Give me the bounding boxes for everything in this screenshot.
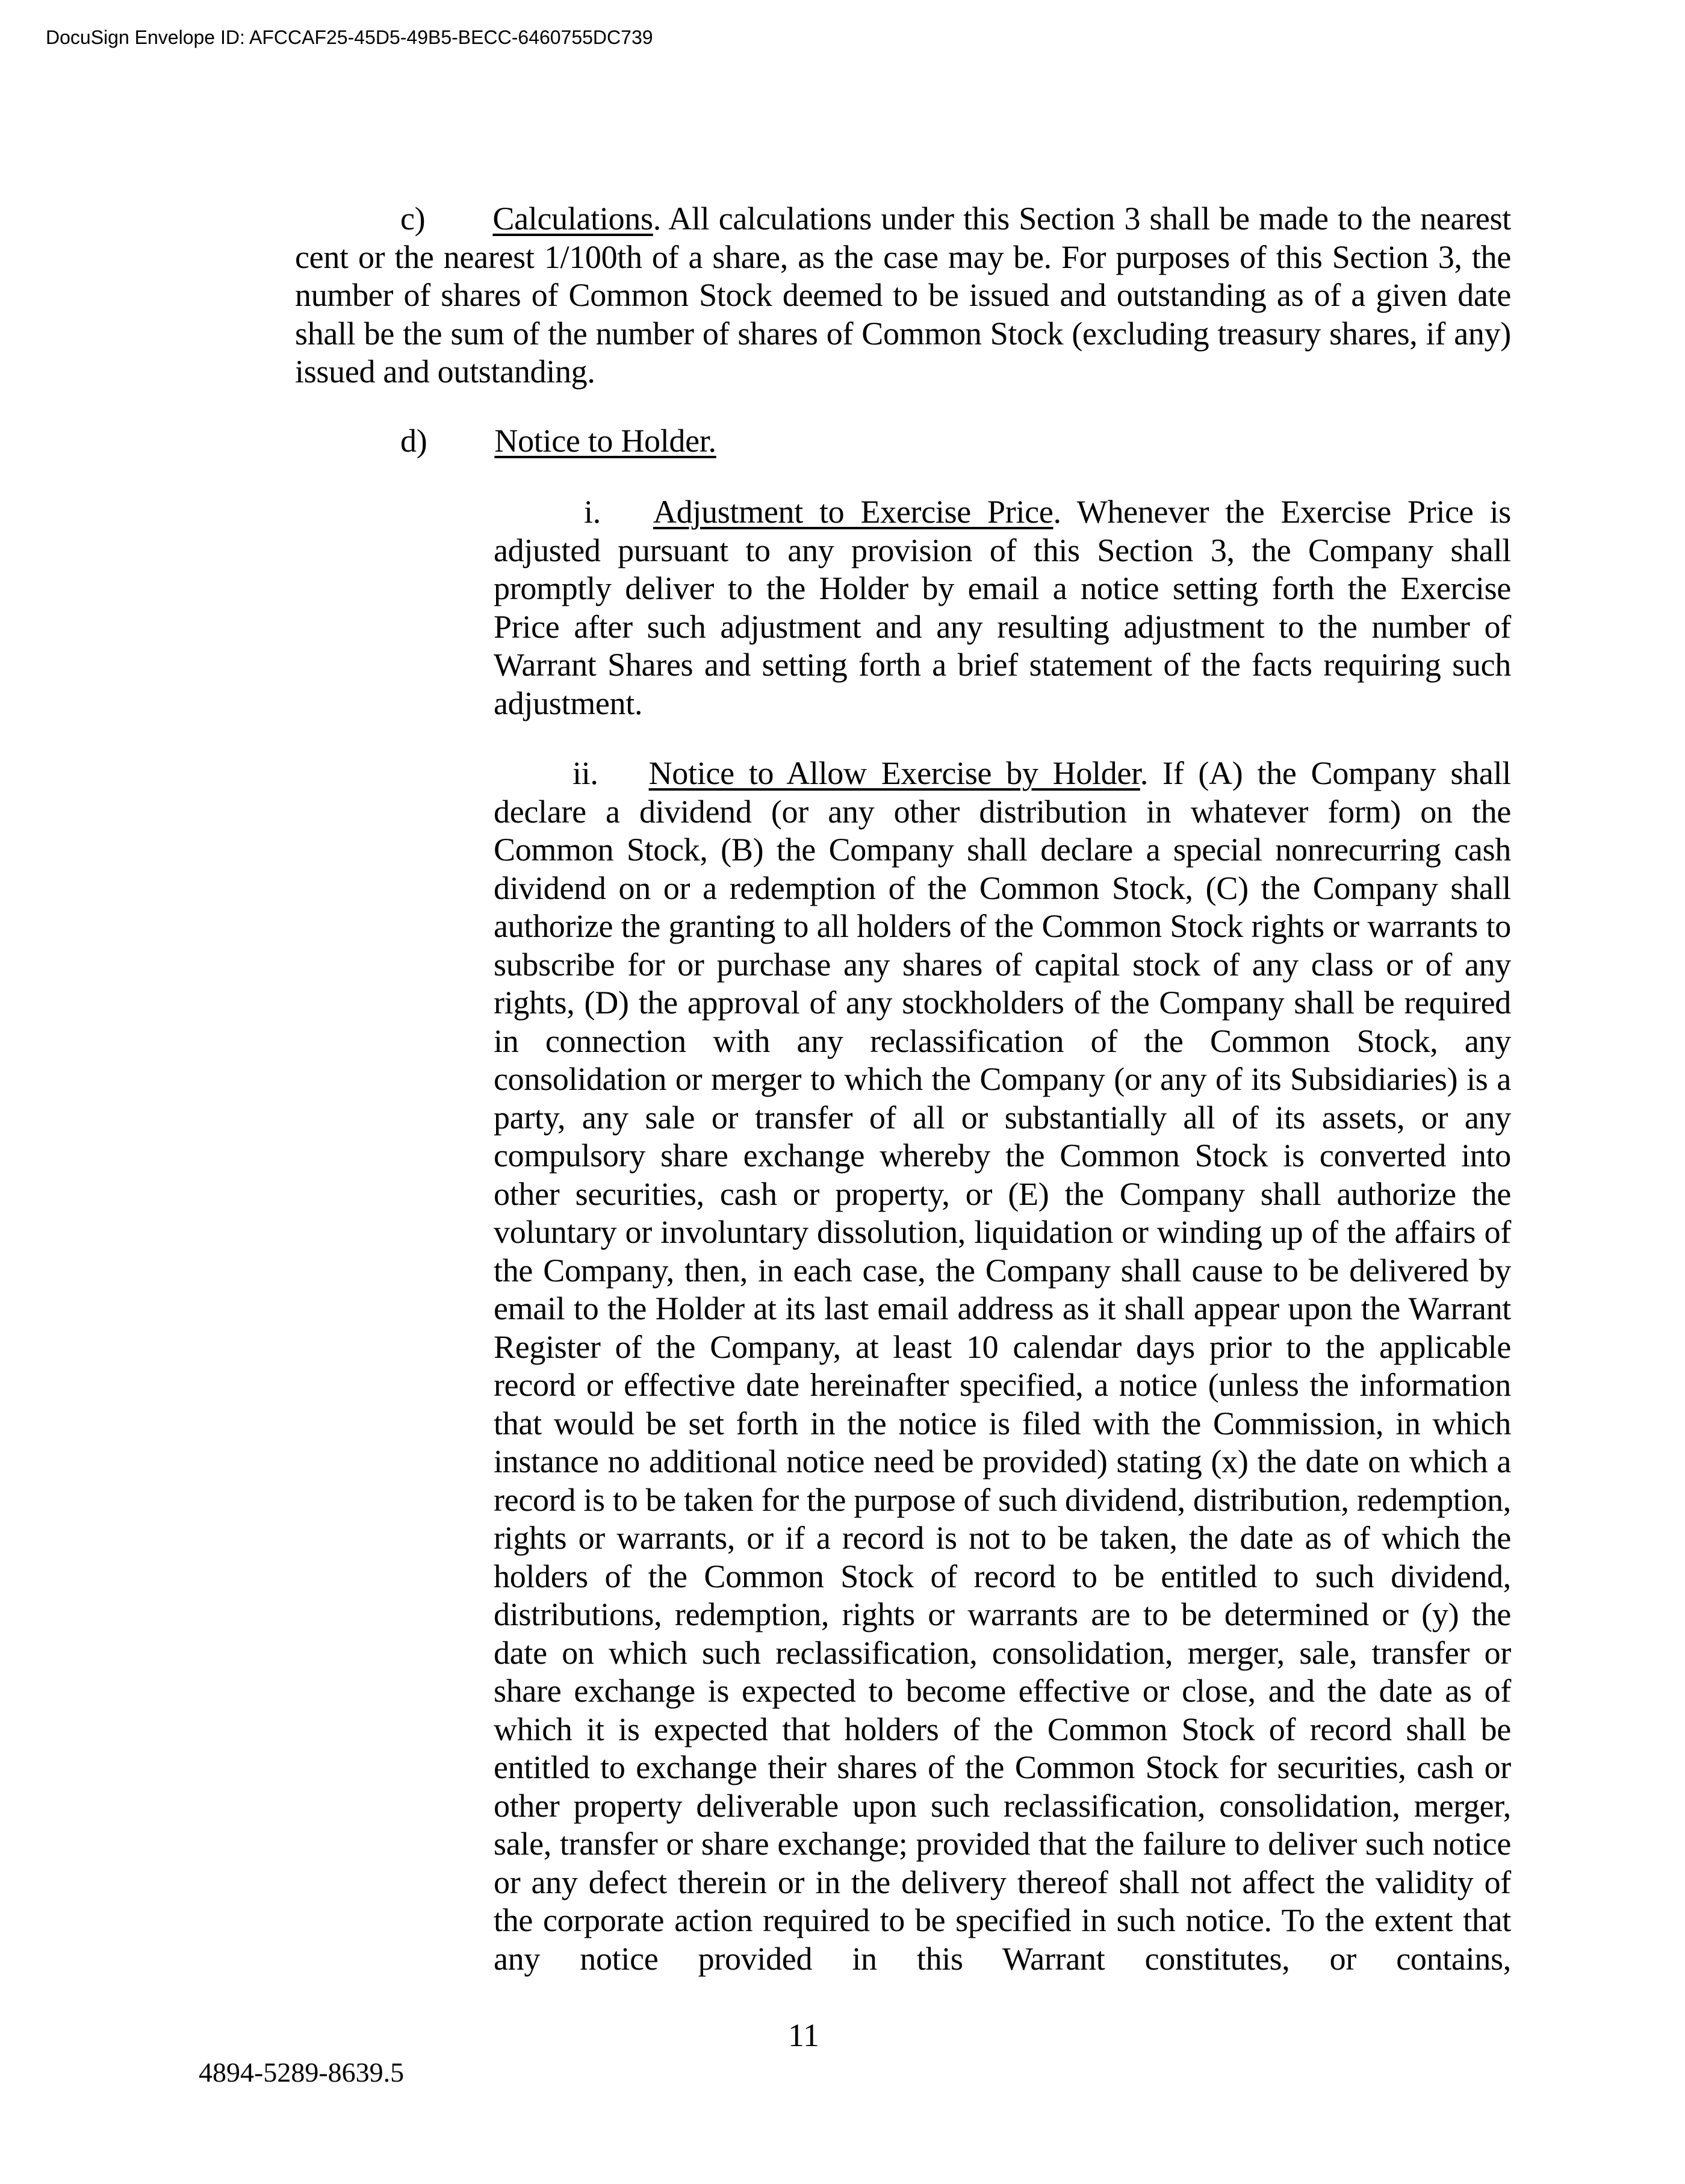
paragraph-ii-body-text: . If (A) the Company shall declare a dividend (or any other distribution in whatever form) on the Common Stock, (B) the Company shall declare a special nonrecurring cash dividend on or a redemption of the Common Stock, (C) the Company shall authorize the granting to all holders of the Common Stock rights or warrants to subscribe for or purchase any shares of capital stock of any class or of any rights, (D) the approval of any stockholders of the Company shall be required in connection with any reclassification of the Common Stock, any consolidation or merger to which the Company (or any of its Subsidiaries) is a party, any sale or transfer of all or substantially all of its assets, or any compulsory share exchange whereby the Common Stock is converted into other securities, cash or property, or (E) the Company shall authorize the voluntary or involuntary dissolution, liquidation or winding up of the affairs of the Company, then, in each case, the Company shall cause to be delivered by email to the Holder at its last email address as it shall appear upon the Warrant Register of the Company, at least 10 calendar days prior to the applicable record or effective date hereinafter specified, a notice (unless the information that would be set forth in the notice is filed with the Commission, in which instance no additional notice need be provided) stating (x) the date on which a record is to be taken for the purpose of such dividend, distribution, redemption, rights or warrants, or if a record is not to be taken, the date as of which the holders of the Common Stock of record to be entitled to such dividend, distributions, redemption, rights or warrants are to be determined or (y) the date on which such reclassification, consolidation, merger, sale, transfer or share exchange is expected to become effective or close, and the date as of which it is expected that holders of the Common Stock of record shall be entitled to exchange their shares of the Common Stock for securities, cash or other property deliverable upon such reclassification, consolidation, merger, sale, transfer or share exchange; provided that the failure to deliver such notice or any defect therein or in the delivery thereof shall not affect the validity of the corporate action required to be specified in such notice. To the extent that any notice provided in this Warrant constitutes, or contains,	[494, 755, 1511, 1977]
paragraph-ii-label: ii.	[573, 755, 598, 791]
paragraph-d	[295, 422, 1511, 461]
paragraph-ii-heading: Notice to Allow Exercise by Holder	[648, 755, 1140, 791]
paragraph-c-label: c)	[400, 201, 426, 237]
tab-spacer	[601, 522, 653, 523]
page-number: 11	[788, 2017, 819, 2053]
paragraph-i-heading: Adjustment to Exercise Price	[653, 494, 1054, 530]
tab-spacer	[598, 783, 649, 784]
docusign-envelope-id: DocuSign Envelope ID: AFCCAF25-45D5-49B5-BECC-6460755DC739	[46, 26, 653, 48]
paragraph-d-heading: Notice to Holder.	[494, 422, 716, 459]
paragraph-d-label: d)	[400, 422, 427, 459]
paragraph-i	[494, 493, 1511, 723]
paragraph-c	[295, 200, 1511, 391]
document-body	[295, 200, 1511, 1978]
paragraph-c-body-text: . All calculations under this Section 3 shall be made to the nearest cent or the nearest 1/100th of a share, as the case may be. For purposes of this Section 3, the number of shares of Common Stock deemed to be issued and outstanding as of a given date shall be the sum of the number of shares of Common Stock (excluding treasury shares, if any) issued and outstanding.	[295, 201, 1511, 390]
paragraph-i-body-text: . Whenever the Exercise Price is adjusted pursuant to any provision of this Section 3, the Company shall promptly deliver to the Holder by email a notice setting forth the Exercise Price after such adjustment and any resulting adjustment to the number of Warrant Shares and setting forth a brief statement of the facts requiring such adjustment.	[494, 494, 1512, 721]
tab-spacer	[427, 451, 494, 452]
document-control-number: 4894-5289-8639.5	[199, 2057, 405, 2088]
paragraph-i-label: i.	[584, 494, 601, 530]
paragraph-c-heading: Calculations	[492, 201, 653, 237]
paragraph-ii	[494, 754, 1511, 1978]
